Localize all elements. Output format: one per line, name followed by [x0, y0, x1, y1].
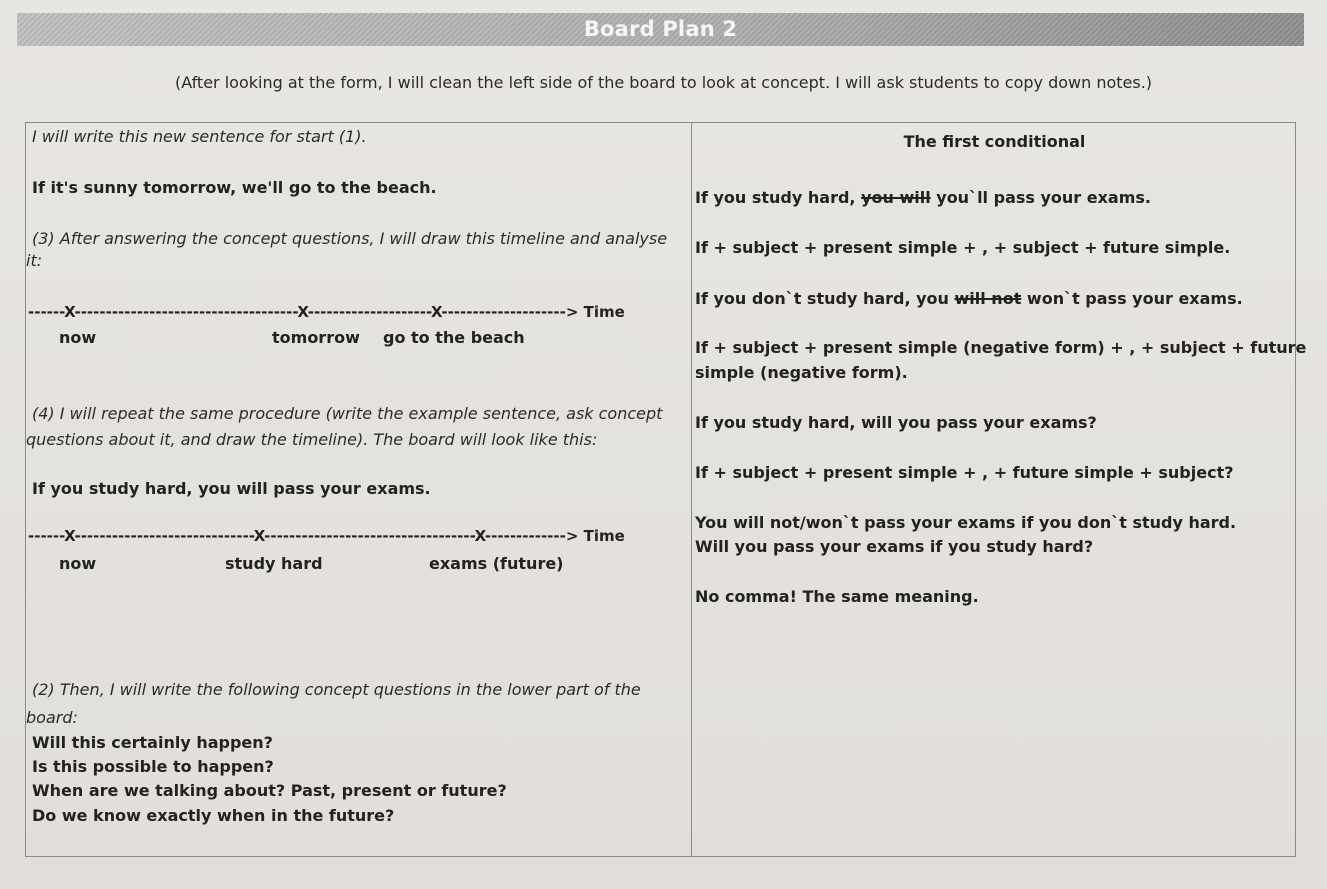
timeline-2: ------X-----------------------------X----------------------------------X-------------> Time: [28, 527, 625, 545]
timeline-1-label-beach: go to the beach: [383, 328, 525, 347]
timeline-1-label-now: now: [59, 328, 97, 347]
example-2: [695, 289, 1243, 308]
timeline-2-label-now: now: [59, 554, 97, 573]
sentence-1: If it's sunny tomorrow, we'll go to the beach.: [32, 178, 437, 197]
concept-question-2: Is this possible to happen?: [32, 757, 274, 776]
intro-text: (After looking at the form, I will clean the left side of the board to look at concept. I will ask students to copy down notes.): [174, 73, 1153, 92]
step4-note-line2: questions about it, and draw the timeline). The board will look like this:: [26, 430, 598, 449]
timeline-1-label-tomorrow: tomorrow: [272, 328, 360, 347]
example-1-part-b: you`ll pass your exams.: [930, 188, 1151, 207]
timeline-1: ------X------------------------------------X--------------------X--------------------> Time: [28, 303, 625, 321]
question-example: If you study hard, will you pass your exams?: [695, 413, 1097, 432]
step4-note-line1: (4) I will repeat the same procedure (write the example sentence, ask concept: [32, 404, 663, 423]
title-bar: [17, 13, 1304, 46]
formula-1: If + subject + present simple + , + subject + future simple.: [695, 238, 1231, 257]
column-divider: [691, 123, 692, 856]
timeline-2-label-study: study hard: [225, 554, 323, 573]
formula-3: If + subject + present simple + , + future simple + subject?: [695, 463, 1234, 482]
timeline-2-label-exams: exams (future): [429, 554, 564, 573]
example-1-part-a: If you study hard,: [695, 188, 862, 207]
concept-question-3: When are we talking about? Past, present or future?: [32, 781, 507, 800]
concept-question-1: Will this certainly happen?: [32, 733, 273, 752]
step2-note-line2: board:: [26, 708, 78, 727]
formula-2-line1: If + subject + present simple (negative form) + , + subject + future: [695, 338, 1307, 357]
example-2-struck: will not: [954, 289, 1022, 308]
example-2-part-b: won`t pass your exams.: [1021, 289, 1243, 308]
sentence-2: If you study hard, you will pass your exams.: [32, 479, 431, 498]
step3-note-line1: (3) After answering the concept questions, I will draw this timeline and analyse: [32, 229, 668, 248]
example-2-part-a: If you don`t study hard, you: [695, 289, 955, 308]
step2-note-line1: (2) Then, I will write the following concept questions in the lower part of the: [32, 680, 641, 699]
formula-2-line2: simple (negative form).: [695, 363, 908, 382]
no-comma-note: No comma! The same meaning.: [695, 587, 979, 606]
page-title: Board Plan 2: [583, 17, 738, 41]
step1-note: I will write this new sentence for start (1).: [32, 127, 367, 146]
reverse-example-1: You will not/won`t pass your exams if you don`t study hard.: [695, 513, 1237, 532]
concept-question-4: Do we know exactly when in the future?: [32, 806, 395, 825]
board-plan-table: [25, 122, 1307, 857]
example-1: [695, 188, 1151, 207]
right-heading: The first conditional: [903, 132, 1086, 151]
example-1-struck: you will: [861, 188, 931, 207]
reverse-example-2: Will you pass your exams if you study hard?: [695, 537, 1094, 556]
step3-note-line2: it:: [26, 251, 43, 270]
